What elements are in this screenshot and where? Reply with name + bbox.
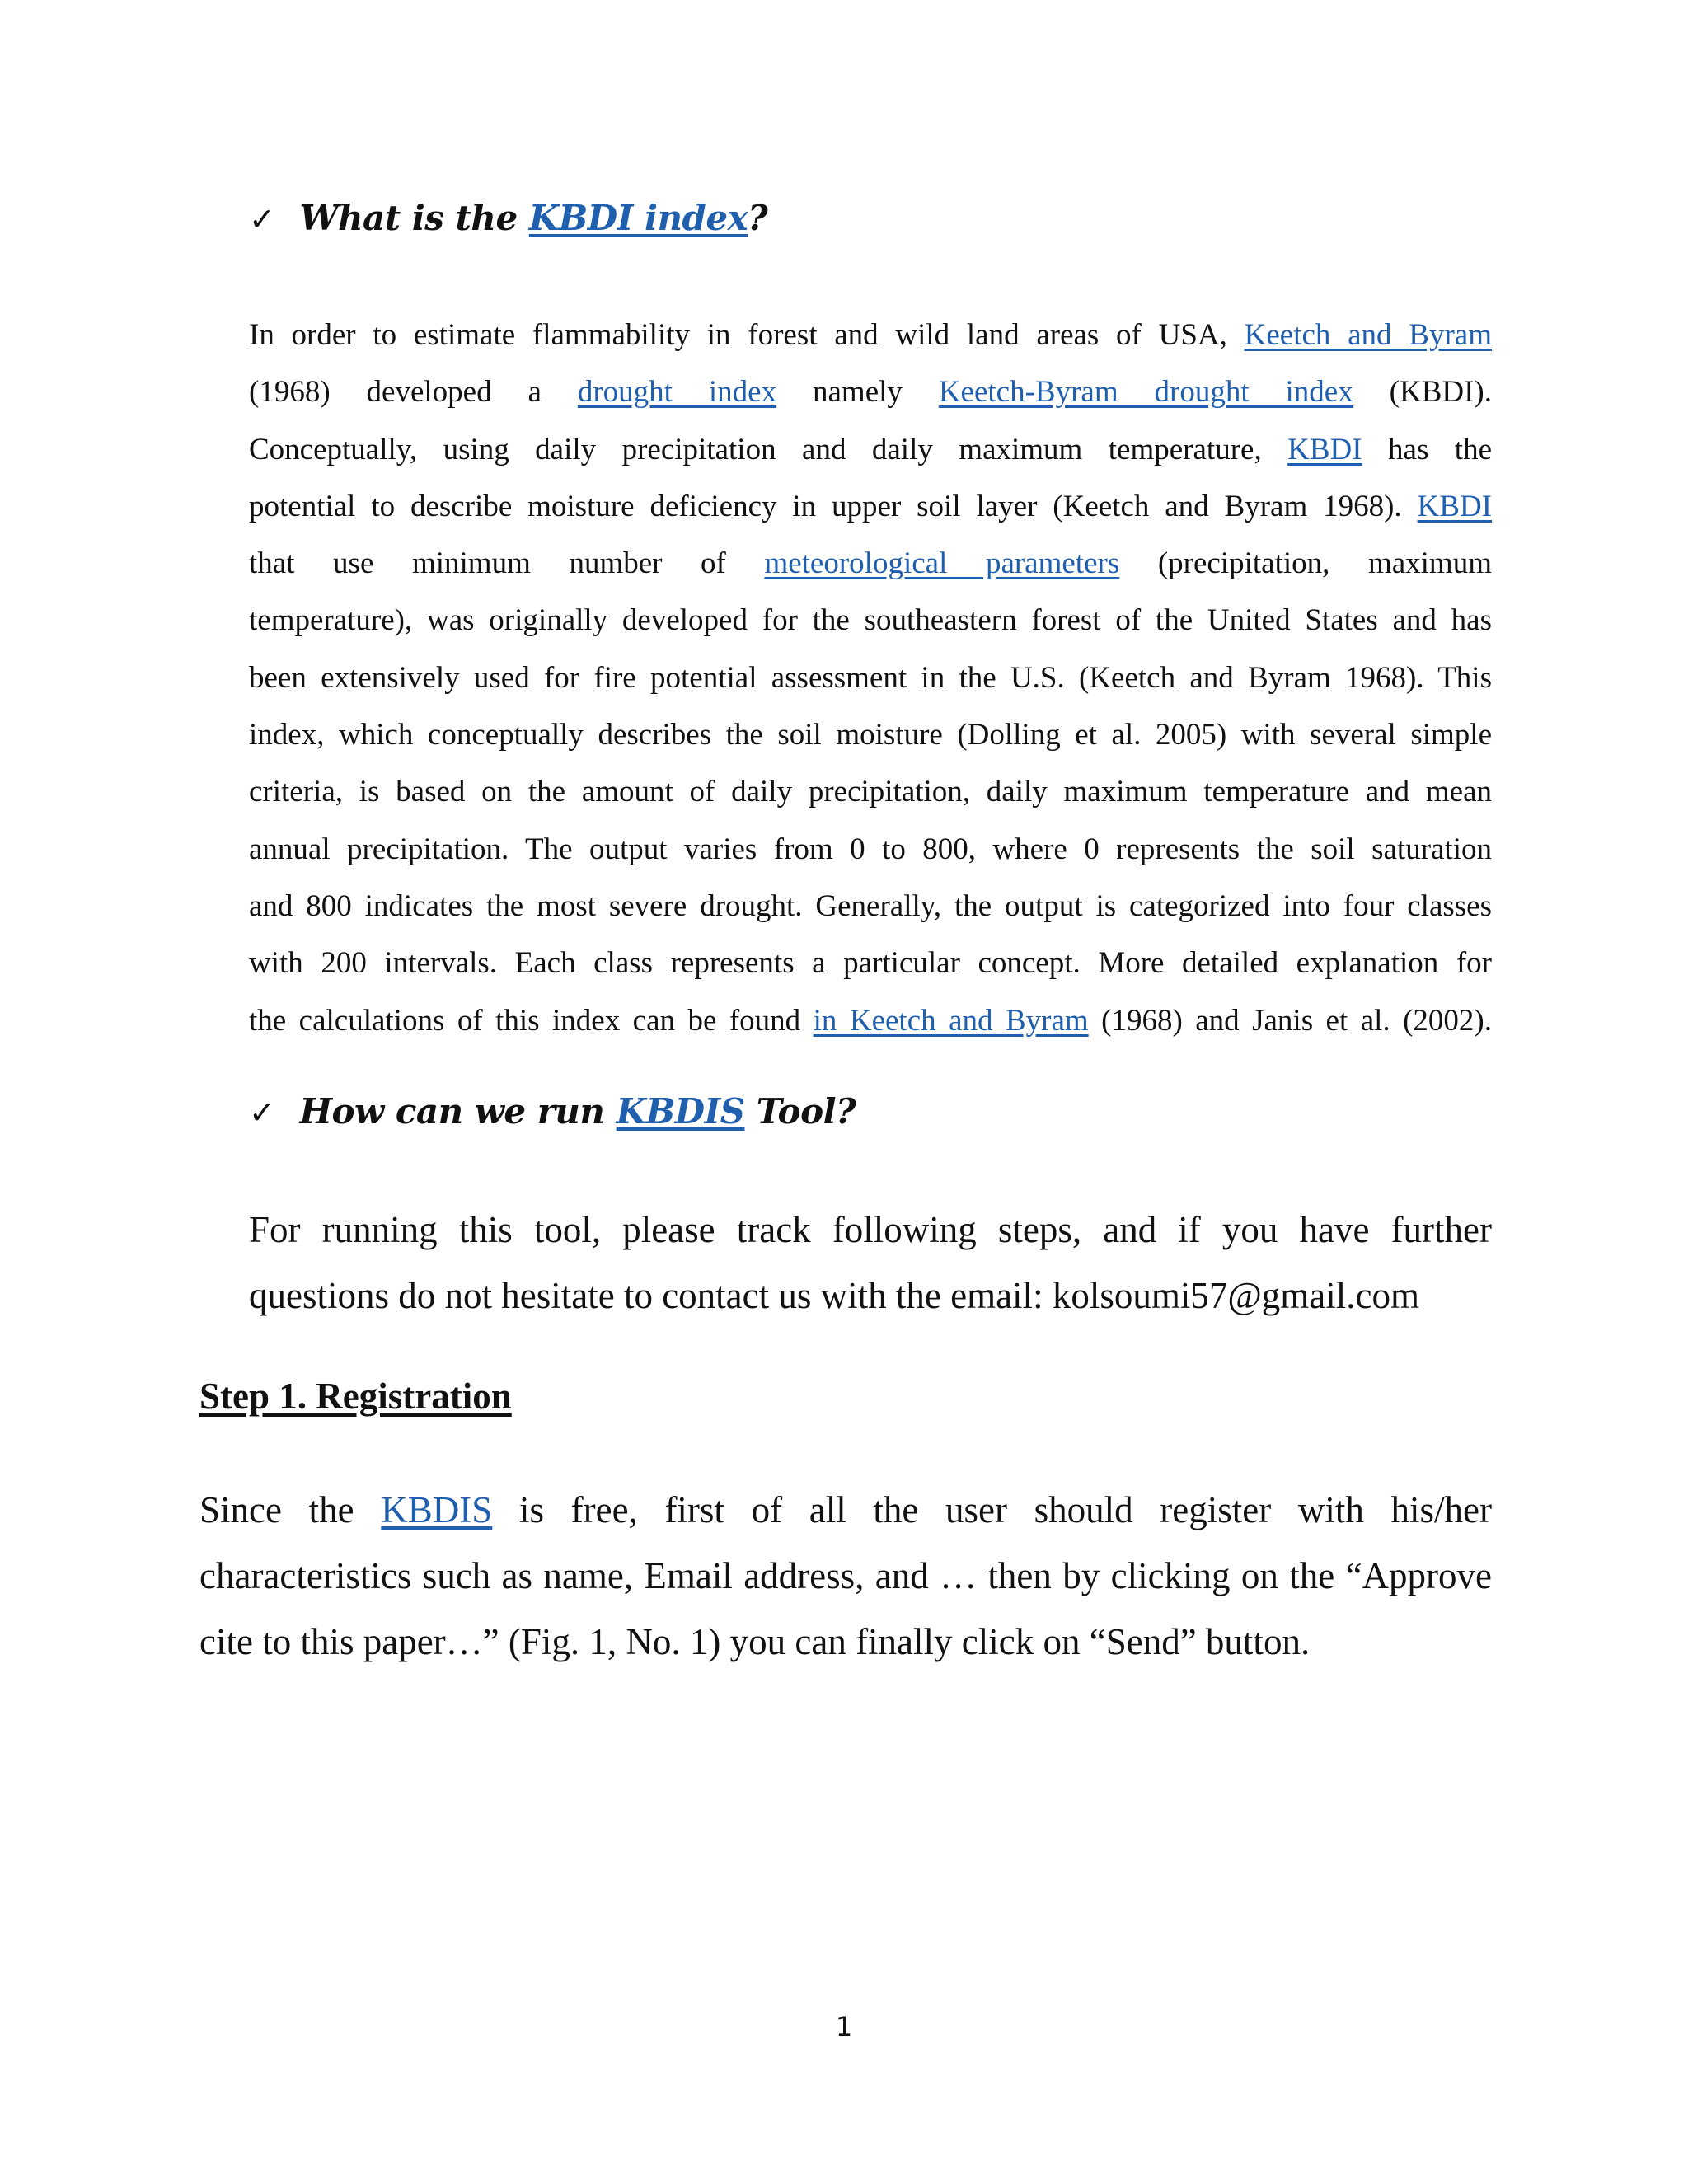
paragraph-line xyxy=(249,478,1492,535)
paragraph-line: criteria, is based on the amount of daily precipitation, daily maximum temperature and mean xyxy=(249,775,1492,809)
heading-text: What is the xyxy=(299,198,529,238)
paragraph-line: cite to this paper…” (Fig. 1, No. 1) you can finally click on “Send” button. xyxy=(199,1621,1311,1662)
paragraph-line xyxy=(249,535,1492,592)
paragraph-line: index, which conceptually describes the soil moisture (Dolling et al. 2005) with several simple xyxy=(249,718,1492,752)
checkmark-icon: ✓ xyxy=(249,1094,275,1131)
section-heading-kbdi xyxy=(249,198,767,238)
in-keetch-byram-link[interactable]: in Keetch and Byram xyxy=(813,1003,1089,1038)
meteorological-parameters-link[interactable]: meteorological parameters xyxy=(764,546,1120,581)
paragraph-line xyxy=(249,421,1492,478)
paragraph-line xyxy=(249,992,1492,1049)
registration-paragraph xyxy=(199,1477,1492,1675)
kbdi-index-link[interactable]: KBDI index xyxy=(528,198,748,238)
paragraph-line: annual precipitation. The output varies from 0 to 800, where 0 represents the soil saturation xyxy=(249,832,1492,866)
kbdis-link-2[interactable]: KBDIS xyxy=(381,1489,493,1530)
paragraph-line: characteristics such as name, Email address, and … then by clicking on the “Approve xyxy=(199,1555,1492,1596)
step-1-title: Step 1. Registration xyxy=(199,1376,512,1417)
paragraph-line: temperature), was originally developed for the southeastern forest of the United States and has xyxy=(249,603,1492,638)
keetch-byram-link[interactable]: Keetch and Byram xyxy=(1244,318,1492,352)
text-span: Since the xyxy=(199,1489,382,1530)
text-span: (1968) developed a xyxy=(249,375,578,410)
page-number: 1 xyxy=(835,2011,853,2042)
text-span: that use minimum number of xyxy=(249,546,765,581)
instructions-paragraph xyxy=(249,1197,1492,1329)
kbdi-link[interactable]: KBDI xyxy=(1287,432,1362,466)
kbdis-link[interactable]: KBDIS xyxy=(616,1091,745,1132)
text-span: the calculations of this index can be found xyxy=(249,1003,814,1038)
drought-index-link[interactable]: drought index xyxy=(577,375,777,410)
text-span: is free, first of all the user should register with his/her xyxy=(492,1489,1492,1530)
paragraph-line: For running this tool, please track following steps, and if you have further xyxy=(249,1209,1492,1250)
text-span: has the xyxy=(1362,432,1492,466)
text-span: Conceptually, using daily precipitation and daily maximum temperature, xyxy=(249,432,1288,466)
paragraph-line xyxy=(249,307,1492,363)
heading-text: How can we run xyxy=(299,1091,617,1132)
text-span: namely xyxy=(776,375,939,410)
text-span: (precipitation, maximum xyxy=(1119,546,1492,581)
paragraph-line: with 200 intervals. Each class represents a particular concept. More detailed explanation for xyxy=(249,946,1492,981)
kbdi-link-2[interactable]: KBDI xyxy=(1417,489,1492,523)
paragraph-line xyxy=(199,1477,1492,1543)
paragraph-line xyxy=(249,363,1492,420)
heading-suffix: ? xyxy=(748,198,768,238)
text-span: (1968) and Janis et al. (2002). xyxy=(1088,1003,1493,1038)
keetch-byram-drought-index-link[interactable]: Keetch-Byram drought index xyxy=(938,375,1353,410)
paragraph-line: and 800 indicates the most severe drought. Generally, the output is categorized into four classes xyxy=(249,888,1492,923)
paragraph-line: been extensively used for fire potential assessment in the U.S. (Keetch and Byram 1968). This xyxy=(249,660,1492,695)
checkmark-icon: ✓ xyxy=(249,201,275,237)
text-span: (KBDI). xyxy=(1353,375,1492,410)
text-span: In order to estimate flammability in forest and wild land areas of USA, xyxy=(249,318,1245,352)
text-span: potential to describe moisture deficiency in upper soil layer (Keetch and Byram 1968). xyxy=(249,489,1418,523)
kbdi-description-paragraph xyxy=(249,307,1492,1049)
paragraph-line: questions do not hesitate to contact us with the email: kolsoumi57@gmail.com xyxy=(249,1275,1419,1316)
section-heading-run-tool xyxy=(249,1091,856,1132)
heading-suffix: Tool? xyxy=(744,1091,856,1132)
